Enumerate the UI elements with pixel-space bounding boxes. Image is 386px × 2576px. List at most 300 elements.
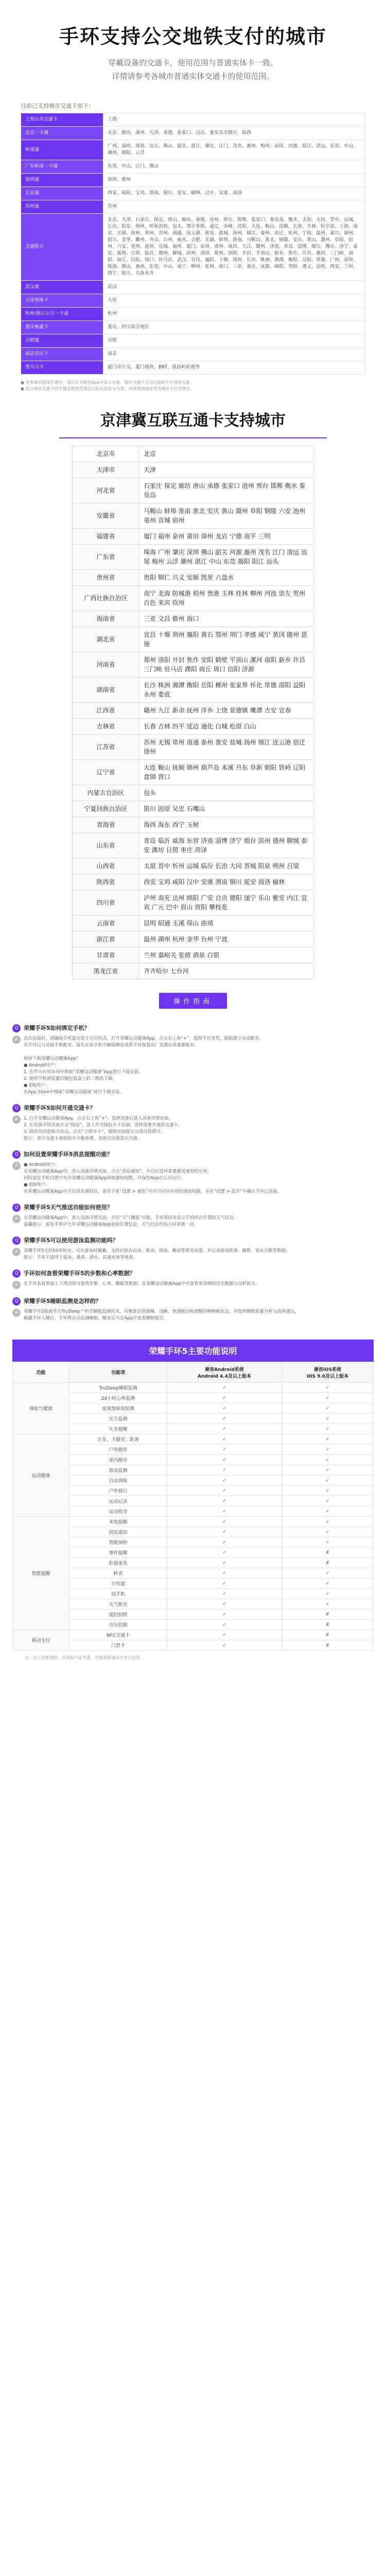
compare-footnote: 注：以上功能说明，以实际产品为准，功能更新请关注官方信息。 [25, 1655, 144, 1660]
table-row [73, 931, 314, 947]
question-badge: Q [12, 1236, 21, 1245]
check-icon: ✓ [325, 1385, 330, 1391]
province-cell: 贵州省 [73, 570, 139, 586]
answer-badge: A [12, 1248, 21, 1256]
table-row [13, 1517, 374, 1527]
cities-cell: 海西 海东 西宁 玉树 [139, 817, 314, 833]
check-icon: ✓ [222, 1509, 226, 1514]
check-icon: ✓ [222, 1570, 226, 1576]
page-title: 手环支持公交地铁支付的城市 [59, 25, 327, 48]
question-badge: Q [12, 1150, 21, 1159]
ios-support [282, 1548, 373, 1558]
question-text: 荣耀手环5天气推送功能如何使用？ [24, 1204, 113, 1211]
android-support [167, 1506, 282, 1517]
question-badge: Q [12, 1024, 21, 1032]
table-row [73, 627, 314, 652]
feature-cell: 找手机 [69, 1589, 167, 1599]
feature-cell: 门禁卡 [69, 1640, 167, 1651]
card-name: 大连明珠卡 [21, 294, 103, 308]
cross-icon: ✗ [325, 1632, 330, 1638]
ios-support [282, 1527, 373, 1537]
card-cities: 苏州 [103, 200, 365, 214]
table-row [21, 160, 365, 174]
check-icon: ✓ [222, 1498, 226, 1504]
province-cell: 宁夏回族自治区 [73, 801, 139, 817]
group-cell: 运动健康 [13, 1434, 69, 1517]
android-support [167, 1424, 282, 1434]
question-text: 荣耀手环5可以使用游泳监测功能吗？ [24, 1237, 118, 1244]
card-name: 合肥通 [21, 334, 103, 348]
cities-cell: 温州 湖州 杭州 金华 台州 宁波 [139, 931, 314, 947]
check-icon: ✓ [325, 1478, 330, 1483]
table-row [73, 611, 314, 627]
province-cell: 吉林省 [73, 719, 139, 735]
feature-cell: 24小时心率监测 [69, 1393, 167, 1403]
province-cell: 湖北省 [73, 627, 139, 652]
ios-support [282, 1403, 373, 1414]
table-row [73, 735, 314, 760]
note-2: ● 部分城市交通卡的开通及使用范围以实际页面显示为准，具体规则请参考各城市卡片详情页。 [21, 386, 195, 391]
answer-badge: A [12, 1115, 21, 1124]
cities-cell: 兰州 嘉峪关 张掖 酒泉 白银 [139, 947, 314, 963]
feature-cell: 音乐控制 [69, 1620, 167, 1630]
check-icon: ✓ [325, 1539, 330, 1545]
table-row [13, 1630, 374, 1640]
answer-badge: A [12, 1215, 21, 1223]
table-row [21, 127, 365, 140]
answer-badge: A [12, 1281, 21, 1289]
cross-icon: ✗ [325, 1560, 330, 1566]
hero-line-1: 穿戴设备的交通卡，使用范围与普通实体卡一致。 [108, 58, 278, 67]
card-name: 广东岭南一卡通 [21, 160, 103, 174]
check-icon: ✓ [222, 1405, 226, 1411]
android-support [167, 1609, 282, 1620]
ios-support [282, 1609, 373, 1620]
faq-question [12, 1104, 374, 1112]
ios-support [282, 1393, 373, 1403]
faq-question [12, 1236, 374, 1245]
check-icon: ✓ [222, 1416, 226, 1421]
check-icon: ✓ [222, 1467, 226, 1473]
feature-cell: 运动指导 [69, 1506, 167, 1517]
answer-text: 在手环表盘界面上下滑动即可查看步数、心率、睡眠等数据；在荣耀运动健康App中可查看更详细的历史数据与分析报告。 [24, 1281, 260, 1286]
feature-cell: 秒表 [69, 1568, 167, 1579]
answer-text: 荣耀手环5搭载华为TruSleep™科学睡眠监测技术，可精准识别深睡、浅睡、快速眼动和清醒四种睡眠状态，并提供睡眠质量分析与改善建议。 佩戴手环入睡后，手环将自动监测睡眠，醒来后可在App中查看睡眠报告。 [24, 1309, 299, 1321]
card-cities: 南京 [103, 348, 365, 361]
card-name: 上海公共交通卡 [21, 113, 103, 127]
question-text: 荣耀手环5睡眠监测是怎样的？ [24, 1298, 101, 1304]
android-support [167, 1568, 282, 1579]
table-row [73, 760, 314, 785]
cities-cell: 三亚 文昌 儋州 海口 [139, 611, 314, 627]
table-row [73, 446, 314, 462]
android-support [167, 1527, 282, 1537]
table-row [73, 478, 314, 503]
android-support [167, 1558, 282, 1568]
table-row [73, 719, 314, 735]
card-cities: 西安、咸阳、宝鸡、渭南、铜川、延安、榆林、汉中、安康、商洛 [103, 187, 365, 200]
check-icon: ✓ [222, 1426, 226, 1432]
province-cell: 浙江省 [73, 931, 139, 947]
province-cell: 山西省 [73, 858, 139, 874]
head-group: 功能 [13, 1362, 69, 1383]
feature-cell: 久坐提醒 [69, 1424, 167, 1434]
question-badge: Q [12, 1204, 21, 1212]
table-row [21, 140, 365, 160]
cities-cell: 大连 鞍山 抚顺 锦州 葫芦岛 本溪 丹东 阜新 朝阳 铁岭 辽阳 盘锦 营口 [139, 760, 314, 785]
card-cities: 武汉 [103, 281, 365, 294]
group-cell: 智能提醒 [13, 1517, 69, 1630]
cities-cell: 厦门 福州 泉州 莆田 漳州 龙岩 宁德 南平 三明 [139, 529, 314, 545]
divider [59, 437, 327, 438]
android-support [167, 1455, 282, 1465]
android-support [167, 1620, 282, 1630]
cities-cell: 西安 宝鸡 咸阳 汉中 安康 渭南 铜川 延安 商洛 榆林 [139, 874, 314, 890]
card-cities: 上海 [103, 113, 365, 127]
question-badge: Q [12, 1297, 21, 1306]
hero-line-2: 详情请参考各城市普通实体交通卡的使用范围。 [112, 72, 274, 81]
feature-cell: NFC交通卡 [69, 1630, 167, 1640]
group-cell: 移动支付 [13, 1630, 69, 1651]
android-support [167, 1548, 282, 1558]
province-cell: 辽宁省 [73, 760, 139, 785]
feature-cell: 自由训练 [69, 1476, 167, 1486]
card-name: 长安通 [21, 187, 103, 200]
check-icon: ✓ [222, 1385, 226, 1391]
guide-pill: 操作指南 [159, 993, 227, 1009]
cities-cell: 宜昌 十堰 荆州 襄阳 黄石 鄂州 荆门 孝感 咸宁 黄冈 随州 恩施 [139, 627, 314, 652]
cities-cell: 昆明 昭通 玉溪 保山 曲靖 [139, 916, 314, 931]
question-text: 手环如何查看荣耀手环5的步数和心率数据？ [24, 1270, 135, 1277]
answer-text: 首次连接时，请确保手机蓝牙处于开启状态，打开荣耀运动健康App，点击右上角“+”，选择手环类型，根据提示完成配对。 若手环已与其他手机配对，需先在原手机中解除绑定或将手环恢复出厂设置后再重新配对。 如何下载荣耀运动健康App？ ● Android用户： 1. 在华为应用市场中搜索“荣耀运动健康”App进行下载安装。 2. 使用手机浏览器扫描包装盒上的二维码下载。 ● iOS用户： 在App Store中搜索“荣耀运动健康”进行下载安装。 [24, 1036, 264, 1095]
table-row [73, 963, 314, 979]
province-cell: 广西壮族自治区 [73, 586, 139, 611]
guide-header [0, 993, 386, 1009]
check-icon: ✓ [222, 1457, 226, 1463]
card-cities: 重庆、四川部分地区 [103, 321, 365, 334]
cities-cell: 珠海 广州 肇庆 深圳 佛山 韶关 河源 惠州 茂名 江门 清远 汕尾 梅州 云浮 潮州 湛江 中山 东莞 揭阳 阳江 汕头 [139, 545, 314, 570]
table-row [21, 361, 365, 375]
province-cell: 山东省 [73, 833, 139, 858]
feature-cell: 事件提醒 [69, 1548, 167, 1558]
table-row [21, 200, 365, 214]
province-cell: 广东省 [73, 545, 139, 570]
card-name: 武汉通 [21, 281, 103, 294]
feature-cell: 智能闹钟 [69, 1537, 167, 1548]
android-support [167, 1496, 282, 1506]
check-icon: ✓ [222, 1519, 226, 1524]
feature-cell: TruSleep睡眠监测 [69, 1383, 167, 1393]
feature-cell: 游泳监测 [69, 1465, 167, 1476]
table-row [73, 570, 314, 586]
cities-cell: 马鞍山 蚌埠 淮南 淮北 安庆 黄山 滁州 阜阳 铜陵 六安 池州 亳州 宣城 宿州 [139, 503, 314, 529]
check-icon: ✓ [325, 1416, 330, 1421]
check-icon: ✓ [222, 1447, 226, 1452]
android-support [167, 1640, 282, 1651]
check-icon: ✓ [222, 1581, 226, 1586]
android-support [167, 1579, 282, 1589]
cities-cell: 石家庄 保定 廊坊 唐山 承德 张家口 沧州 邢台 邯郸 衡水 秦皇岛 [139, 478, 314, 503]
answer-text: 荣耀手环5支持50米防水，可在游泳时佩戴，支持识别自由泳、蛙泳、仰泳、蝶泳等常见泳姿，并记录游泳距离、趟数、划水次数等数据。 提示：手环不适用于温泉、桑拿、潜水、高速水流等场景。 [24, 1248, 290, 1260]
table-row [13, 1383, 374, 1393]
android-support [167, 1414, 282, 1424]
cities-cell: 太原 晋中 忻州 运城 临汾 长治 大同 晋城 阳泉 朔州 吕梁 [139, 858, 314, 874]
table-row [21, 308, 365, 321]
table-row [73, 785, 314, 801]
check-icon: ✓ [325, 1447, 330, 1452]
ios-support [282, 1383, 373, 1393]
question-text: 荣耀手环5如何绑定手机？ [24, 1025, 90, 1031]
table-row [73, 890, 314, 916]
card-name: 杭州/浙江公交一卡通 [21, 308, 103, 321]
question-badge: Q [12, 1269, 21, 1278]
cross-icon: ✗ [325, 1612, 330, 1617]
question-badge: Q [12, 1104, 21, 1112]
faq-question [12, 1269, 374, 1278]
card-name: 苏州通 [21, 200, 103, 214]
ios-support [282, 1496, 373, 1506]
ios-support [282, 1465, 373, 1476]
province-cell: 江西省 [73, 703, 139, 719]
feature-cell: 计步、卡路里、距离 [69, 1434, 167, 1445]
ios-support [282, 1599, 373, 1609]
check-icon: ✓ [222, 1632, 226, 1638]
check-icon: ✓ [325, 1405, 330, 1411]
table-row [73, 503, 314, 529]
check-icon: ✓ [325, 1509, 330, 1514]
faq-question [12, 1297, 374, 1306]
card-name: 交通联合 [21, 214, 103, 281]
faq-answer [12, 1036, 374, 1096]
check-icon: ✓ [325, 1529, 330, 1535]
table-row [21, 294, 365, 308]
ios-support [282, 1424, 373, 1434]
compare-table [12, 1362, 374, 1651]
table-row [13, 1434, 374, 1445]
note-1: ● 更多城市陆续开通中，请以华为钱包App中显示为准。城市交通卡支付页面的卡片列表为准。 [21, 380, 195, 385]
table-row [73, 677, 314, 703]
feature-cell: 遥控拍照 [69, 1609, 167, 1620]
cities-cell: 郑州 洛阳 开封 焦作 安阳 鹤壁 平顶山 漯河 南阳 新乡 许昌 三门峡 驻马店 濮阳 商丘 周口 信阳 济源 [139, 652, 314, 677]
card-name: 南京市民卡 [21, 348, 103, 361]
cities-cell: 长春 吉林 四平 延边 通化 白城 松原 白山 [139, 719, 314, 735]
card-cities: 大连 [103, 294, 365, 308]
card-name: 北京一卡通 [21, 127, 103, 140]
table-row [21, 174, 365, 187]
check-icon: ✓ [222, 1550, 226, 1555]
cities-cell: 齐齐哈尔 七台河 [139, 963, 314, 979]
question-text: 如何设置荣耀手环5消息提醒功能？ [24, 1151, 113, 1158]
card-cities: 北京、廊坊、涿州、天津、承德、张家口、汉沽、秦皇岛市辖区、临西 [103, 127, 365, 140]
check-icon: ✓ [222, 1601, 226, 1607]
feature-cell: 运动记录 [69, 1496, 167, 1506]
card-name: 重庆畅通卡 [21, 321, 103, 334]
table-row [73, 916, 314, 931]
province-cell: 湖南省 [73, 677, 139, 703]
card-name: 黑马马卡 [21, 361, 103, 375]
group-cell: 体验与健康 [13, 1383, 69, 1434]
jjj-table [72, 446, 314, 979]
feature-cell: 室内跑步 [69, 1455, 167, 1465]
ios-support [282, 1434, 373, 1445]
answer-badge: A [12, 1036, 21, 1044]
faq-question [12, 1150, 374, 1159]
province-cell: 北京市 [73, 446, 139, 462]
cities-cell: 青岛 临沂 威海 东营 济南 淄博 济宁 烟台 滨州 德州 聊城 泰安 潍坊 日照 枣庄 菏泽 [139, 833, 314, 858]
cross-icon: ✗ [325, 1550, 330, 1555]
table-row [21, 113, 365, 127]
province-cell: 甘肃省 [73, 947, 139, 963]
faq-answer [12, 1162, 374, 1195]
check-icon: ✓ [325, 1570, 330, 1576]
ios-support [282, 1476, 373, 1486]
android-support [167, 1589, 282, 1599]
faq-answer [12, 1281, 374, 1289]
feature-cell: 来电提醒 [69, 1517, 167, 1527]
check-icon: ✓ [222, 1560, 226, 1566]
feature-cell: 户外骑行 [69, 1486, 167, 1496]
feature-cell: 压力监测 [69, 1414, 167, 1424]
ios-support [282, 1506, 373, 1517]
check-icon: ✓ [222, 1478, 226, 1483]
cities-cell: 贵阳 铜仁 兴义 安顺 凯里 六盘水 [139, 570, 314, 586]
android-support [167, 1517, 282, 1527]
answer-text: 1. 打开荣耀运动健康App，点击右上角“+”，选择设备后进入设备详情页面。 2. 在设备详情页面点击“钱包”，进入华为钱包开卡页面，选择需要开通的交通卡。 3. 阅读并同意相关协议，点击“立即开卡”，按照页面提示完成付款即可。 提示：部分交通卡需收取开卡服务费，具体以页面显示为准。 [24, 1116, 183, 1141]
check-icon: ✓ [222, 1612, 226, 1617]
cities-cell: 赣州 九江 新余 抚州 萍乡 上饶 景德镇 鹰潭 吉安 宜春 [139, 703, 314, 719]
jjj-title: 京津冀互联互通卡支持城市 [100, 412, 286, 430]
check-icon: ✓ [325, 1601, 330, 1607]
card-cities: 深圳、惠州 [103, 174, 365, 187]
table-row [73, 817, 314, 833]
faq-question [12, 1204, 374, 1212]
table-row [21, 281, 365, 294]
check-icon: ✓ [222, 1488, 226, 1494]
ios-support [282, 1640, 373, 1651]
head-feature: 功能项 [69, 1362, 167, 1383]
table-row [73, 545, 314, 570]
province-cell: 云南省 [73, 916, 139, 931]
ios-support [282, 1455, 373, 1465]
head-ios: 兼容iOS系统 iOS 9.0及以上版本 [282, 1362, 373, 1383]
cross-icon: ✗ [325, 1622, 330, 1628]
hero [0, 0, 386, 83]
table-row [21, 334, 365, 348]
feature-cell: 户外跑步 [69, 1445, 167, 1455]
ios-support [282, 1486, 373, 1496]
faq-answer [12, 1215, 374, 1228]
check-icon: ✓ [325, 1498, 330, 1504]
province-cell: 陕西省 [73, 874, 139, 890]
cities-cell: 银川 固原 吴忠 石嘴山 [139, 801, 314, 817]
table-row [73, 874, 314, 890]
table-row [73, 947, 314, 963]
cities-cell: 包头 [139, 785, 314, 801]
check-icon: ✓ [222, 1539, 226, 1545]
check-icon: ✓ [325, 1488, 330, 1494]
table-row [21, 187, 365, 200]
province-cell: 海南省 [73, 611, 139, 627]
android-support [167, 1445, 282, 1455]
answer-badge: A [12, 1162, 21, 1170]
feature-cell: 血氧饱和度检测 [69, 1403, 167, 1414]
check-icon: ✓ [325, 1436, 330, 1442]
feature-cell: 拒接来电 [69, 1558, 167, 1568]
check-icon: ✓ [325, 1467, 330, 1473]
faq-answer [12, 1248, 374, 1261]
check-icon: ✓ [222, 1622, 226, 1628]
ios-support [282, 1414, 373, 1424]
card-name: 岭南通 [21, 140, 103, 160]
feature-cell: 计时器 [69, 1579, 167, 1589]
android-support [167, 1630, 282, 1640]
table-caption: 目前已支持城市交通卡如下： [21, 103, 94, 109]
android-support [167, 1465, 282, 1476]
answer-text: ● Android用户： 在荣耀运动健康App中，进入设备详情页面，点击“消息通知”，开启后选择需要推送通知的应用。 同时需在手机设置中允许荣耀运动健康App读取通知权限，并保持App在后台运行。 ● iOS用户： 在荣耀运动健康App中开启消息通知后，需在手机“设置 > 通知”中开启对应应用的通知权限，并在“设置 > 蓝牙”中确认手环已连接。 [24, 1162, 282, 1194]
android-support [167, 1476, 282, 1486]
table-row [21, 214, 365, 281]
card-cities: 杭州 [103, 308, 365, 321]
cities-cell: 泸州 南充 达州 绵阳 广安 自贡 德阳 遂宁 乐山 雅安 内江 宜宾 广元 巴中 眉山 资阳 攀枝花 [139, 890, 314, 916]
ios-support [282, 1445, 373, 1455]
cross-icon: ✗ [325, 1642, 330, 1648]
card-cities: 东莞、中山、江门、佛山 [103, 160, 365, 174]
faq-question [12, 1024, 374, 1032]
table-row [21, 321, 365, 334]
faq-answer [12, 1309, 374, 1322]
faq-answer [12, 1115, 374, 1142]
table-row [13, 1362, 374, 1383]
ios-support [282, 1589, 373, 1599]
card-cities: 厦门市公交、厦门地铁、BRT、鼓浪屿轮渡等 [103, 361, 365, 375]
table-row [73, 586, 314, 611]
android-support [167, 1403, 282, 1414]
transit-card-table [21, 98, 365, 375]
cities-cell: 长沙 株洲 湘潭 衡阳 岳阳 郴州 张家界 怀化 常德 邵阳 益阳 永州 娄底 [139, 677, 314, 703]
check-icon: ✓ [222, 1642, 226, 1648]
head-android: 兼容Android系统 Android 4.4及以上版本 [167, 1362, 282, 1383]
cities-cell: 北京 [139, 446, 314, 462]
province-cell: 福建省 [73, 529, 139, 545]
check-icon: ✓ [325, 1426, 330, 1432]
answer-badge: A [12, 1309, 21, 1317]
feature-cell: 消息通知 [69, 1527, 167, 1537]
compare-title: 荣耀手环5主要功能说明 [12, 1340, 374, 1362]
faq-list [0, 1009, 386, 1322]
jjj-section [0, 392, 386, 979]
android-support [167, 1486, 282, 1496]
table-row [73, 462, 314, 478]
province-cell: 河北省 [73, 478, 139, 503]
compare-section [12, 1340, 374, 1665]
table-row [21, 348, 365, 361]
province-cell: 天津市 [73, 462, 139, 478]
ios-support [282, 1558, 373, 1568]
answer-text: 在荣耀运动健康App中，进入设备详情页面，开启“天气播报”功能，手环将同步显示手机所在位置的天气信息。 温馨提示：需在手机中允许荣耀运动健康App获取位置信息，天气信息约每小时更新一次。 [24, 1215, 238, 1227]
check-icon: ✓ [325, 1457, 330, 1463]
cities-cell: 南宁 北海 防城港 梧州 贵港 玉林 桂林 柳州 河池 崇左 贺州 百色 来宾 钦州 [139, 586, 314, 611]
province-cell: 四川省 [73, 890, 139, 916]
card-cities: 北京、天津、石家庄、保定、唐山、廊坊、承德、沧州、邢台、邯郸、张家口、秦皇岛、衡水、太原、大同、晋中、运城、长治、阳泉、朔州、呼和浩特、包头、鄂尔多斯、通辽、赤峰、沈阳、大连、鞍山、抚顺、长春、吉林、哈尔滨、上海、南京、无锡、徐州、常州、苏州、南通、连云港、淮安、盐城、扬州、镇江、泰州、宿迁、杭州、宁波、温州、嘉兴、湖州、绍兴、金华、衢州、舟山、台州、丽水、合肥、芜湖、蚌埠、淮南、马鞍山、淮北、铜陵、安庆、黄山、滁州、阜阳、宿州、六安、亳州、池州、宣城、福州、厦门、泉州、漳州、南昌、九江、赣州、济南、青岛、淄博、烟台、潍坊、济宁、泰安、威海、日照、临沂、德州、聊城、滨州、菏泽、郑州、洛阳、开封、平顶山、新乡、焦作、许昌、漯河、三门峡、南阳、商丘、信阳、周口、驻马店、武汉、宜昌、襄阳、十堰、荆州、长沙、株洲、湘潭、衡阳、岳阳、常德、广州、深圳、珠海、佛山、惠州、东莞、中山、南宁、柳州、桂林、海口、三亚、重庆、成都、绵阳、贵阳、遵义、昆明、西安、兰州、西宁、银川、乌鲁木齐 [103, 214, 365, 281]
check-icon: ✓ [325, 1519, 330, 1524]
android-support [167, 1599, 282, 1609]
ios-support [282, 1630, 373, 1640]
android-support [167, 1393, 282, 1403]
province-cell: 安徽省 [73, 503, 139, 529]
check-icon: ✓ [325, 1581, 330, 1586]
check-icon: ✓ [222, 1529, 226, 1535]
cities-cell: 天津 [139, 462, 314, 478]
